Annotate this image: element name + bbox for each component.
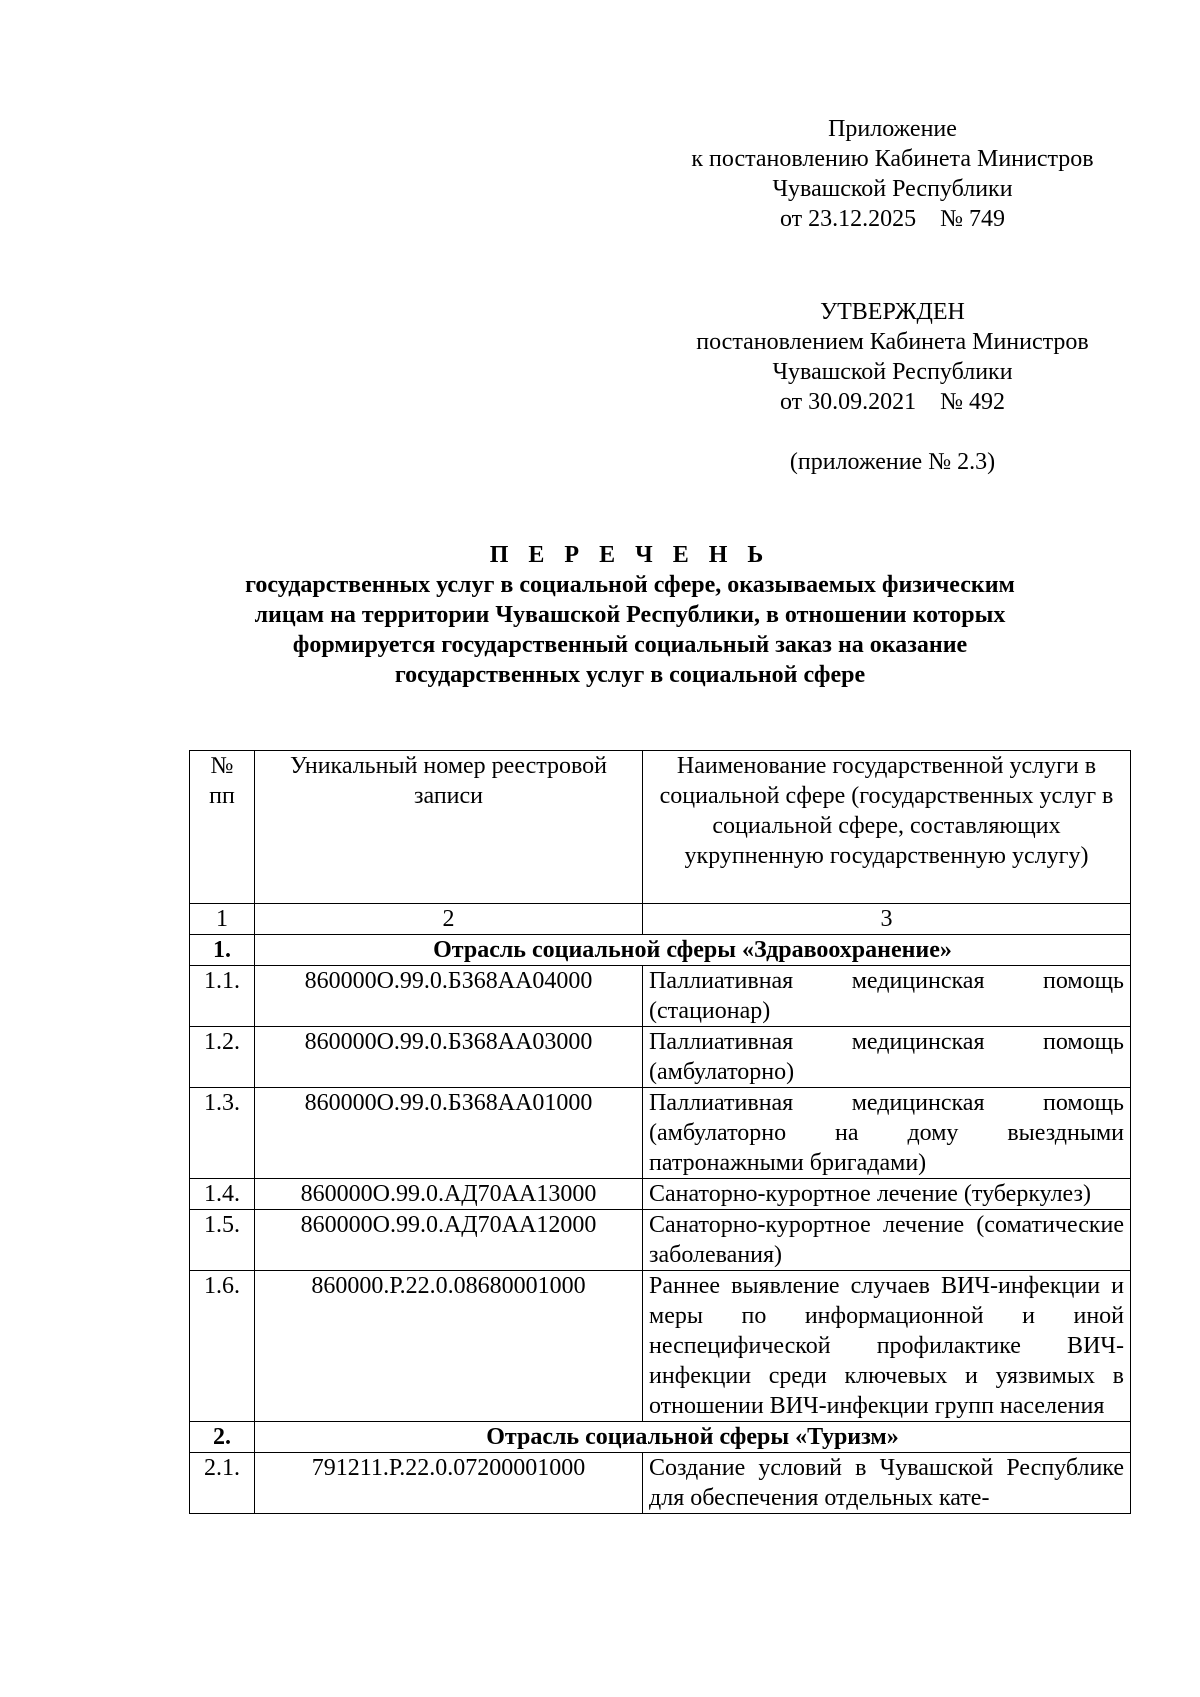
title-line: лицам на территории Чувашской Республики, в отношении которых bbox=[254, 602, 1006, 628]
row-service-name: Паллиативная медицинская помощь (амбулаторно) bbox=[643, 1027, 1131, 1088]
header-number: № пп bbox=[190, 751, 255, 904]
row-number: 1.1. bbox=[190, 966, 255, 1027]
header-service-name: Наименование государственной услуги в социальной сфере (государственных услуг в социальной сфере, составляющих укрупненную государственную услугу) bbox=[643, 751, 1131, 904]
row-number: 1.4. bbox=[190, 1179, 255, 1210]
row-service-name: Санаторно-курортное лечение (туберкулез) bbox=[643, 1179, 1131, 1210]
section-title: Отрасль социальной сферы «Здравоохранение» bbox=[255, 935, 1131, 966]
appendix-number: (приложение № 2.3) bbox=[789, 449, 996, 475]
table-row bbox=[190, 1453, 1131, 1514]
row-code: 860000О.99.0.БЗ68АА01000 bbox=[255, 1088, 643, 1179]
table-row bbox=[190, 1179, 1131, 1210]
document-title bbox=[160, 540, 1100, 690]
row-service-name: Раннее выявление случаев ВИЧ-инфекции и меры по информационной и иной неспецифической профилактике ВИЧ-инфекции среди ключевых и уязвимых в отношении ВИЧ-инфекции групп населения bbox=[643, 1271, 1131, 1422]
approved-line: постановлением Кабинета Министров bbox=[696, 329, 1089, 355]
appendix-header bbox=[640, 114, 1145, 234]
title-line: государственных услуг в социальной сфере bbox=[394, 662, 866, 688]
section-row bbox=[190, 935, 1131, 966]
row-number: 2.1. bbox=[190, 1453, 255, 1514]
approved-line: Чувашской Республики bbox=[772, 359, 1013, 385]
section-number: 2. bbox=[190, 1422, 255, 1453]
table-header-row bbox=[190, 751, 1131, 904]
table-row bbox=[190, 1271, 1131, 1422]
appendix-line: Чувашской Республики bbox=[772, 176, 1013, 202]
section-title: Отрасль социальной сферы «Туризм» bbox=[255, 1422, 1131, 1453]
section-row bbox=[190, 1422, 1131, 1453]
row-service-name: Паллиативная медицинская помощь (амбулаторно на дому выездными патронажными бригадами) bbox=[643, 1088, 1131, 1179]
row-number: 1.3. bbox=[190, 1088, 255, 1179]
title-word: П Е Р Е Ч Е Н Ь bbox=[489, 542, 771, 568]
row-code: 860000О.99.0.АД70АА12000 bbox=[255, 1210, 643, 1271]
row-code: 860000.Р.22.0.08680001000 bbox=[255, 1271, 643, 1422]
header-registry-code: Уникальный номер реестровой записи bbox=[255, 751, 643, 904]
column-number: 2 bbox=[255, 904, 643, 935]
section-number: 1. bbox=[190, 935, 255, 966]
row-code: 791211.Р.22.0.07200001000 bbox=[255, 1453, 643, 1514]
row-service-name: Паллиативная медицинская помощь (стационар) bbox=[643, 966, 1131, 1027]
table-row bbox=[190, 966, 1131, 1027]
column-number-row bbox=[190, 904, 1131, 935]
row-number: 1.5. bbox=[190, 1210, 255, 1271]
table-row bbox=[190, 1088, 1131, 1179]
title-line: государственных услуг в социальной сфере, оказываемых физическим bbox=[245, 572, 1015, 598]
row-number: 1.6. bbox=[190, 1271, 255, 1422]
column-number: 3 bbox=[643, 904, 1131, 935]
appendix-date-number: от 23.12.2025 № 749 bbox=[779, 206, 1006, 232]
row-service-name: Санаторно-курортное лечение (соматические заболевания) bbox=[643, 1210, 1131, 1271]
row-code: 860000О.99.0.АД70АА13000 bbox=[255, 1179, 643, 1210]
row-number: 1.2. bbox=[190, 1027, 255, 1088]
row-code: 860000О.99.0.БЗ68АА04000 bbox=[255, 966, 643, 1027]
appendix-line: Приложение bbox=[828, 116, 957, 142]
row-service-name: Создание условий в Чувашской Республике для обеспечения отдельных кате- bbox=[643, 1453, 1131, 1514]
approved-header bbox=[640, 297, 1145, 417]
approved-line: УТВЕРЖДЕН bbox=[820, 299, 965, 325]
table-row bbox=[190, 1210, 1131, 1271]
approved-date-number: от 30.09.2021 № 492 bbox=[779, 389, 1006, 415]
table-row bbox=[190, 1027, 1131, 1088]
column-number: 1 bbox=[190, 904, 255, 935]
row-code: 860000О.99.0.БЗ68АА03000 bbox=[255, 1027, 643, 1088]
title-line: формируется государственный социальный заказ на оказание bbox=[292, 632, 968, 658]
services-table bbox=[189, 750, 1131, 1514]
appendix-line: к постановлению Кабинета Министров bbox=[691, 146, 1094, 172]
